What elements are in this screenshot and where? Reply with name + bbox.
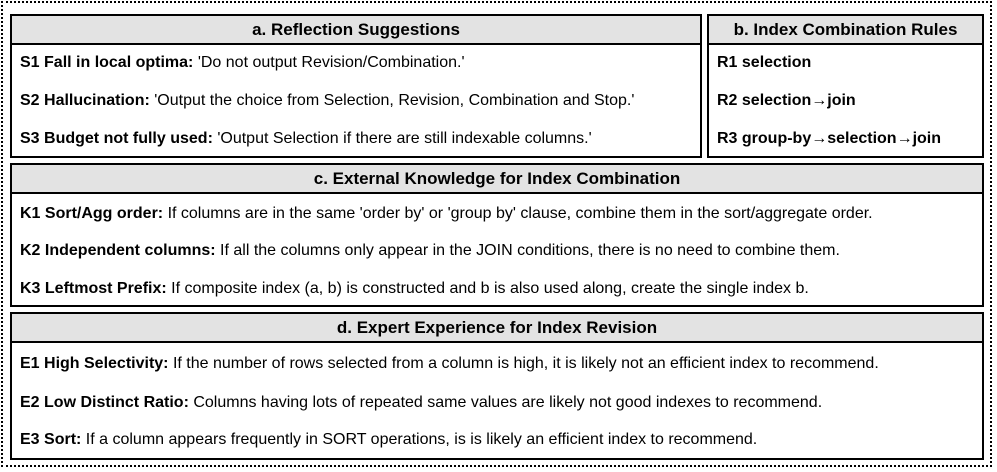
knowledge-k3-text: If composite index (a, b) is constructed and b is also used along, create the single index b.: [166, 280, 809, 297]
suggestion-s3-key: S3 Budget not fully used:: [20, 130, 213, 147]
index-combination-rules-title: b. Index Combination Rules: [709, 16, 982, 45]
rule-r2: R2 selection→join: [717, 92, 856, 109]
suggestion-s3-text: 'Output Selection if there are still indexable columns.': [212, 130, 592, 147]
knowledge-k2-text: If all the columns only appear in the JOIN conditions, there is no need to combine them.: [215, 242, 840, 259]
knowledge-k1-text: If columns are in the same 'order by' or 'group by' clause, combine them in the sort/aggregate order.: [163, 205, 873, 222]
knowledge-k2-key: K2 Independent columns:: [20, 242, 216, 259]
rule-r3: R3 group-by→selection→join: [717, 130, 942, 147]
suggestion-s1-text: 'Do not output Revision/Combination.': [193, 54, 465, 71]
experience-e3-text: If a column appears frequently in SORT operations, is is likely an efficient index to recommend.: [81, 431, 758, 448]
experience-e1: [20, 355, 879, 373]
experience-e1-key: E1 High Selectivity:: [20, 355, 169, 372]
reflection-suggestions-title: a. Reflection Suggestions: [12, 16, 700, 45]
knowledge-k2: [20, 242, 840, 260]
experience-e2: [20, 394, 822, 412]
experience-e3: [20, 431, 757, 449]
suggestion-s1: [20, 54, 465, 72]
experience-e2-text: Columns having lots of repeated same values are likely not good indexes to recommend.: [188, 394, 823, 411]
rule-r1: R1 selection: [717, 54, 812, 71]
knowledge-k3: [20, 280, 809, 298]
external-knowledge-title: c. External Knowledge for Index Combination: [12, 165, 982, 194]
external-knowledge-panel: [10, 163, 984, 307]
expert-experience-panel: [10, 312, 984, 460]
suggestion-s2-text: 'Output the choice from Selection, Revision, Combination and Stop.': [149, 92, 635, 109]
knowledge-k1: [20, 205, 873, 223]
knowledge-k1-key: K1 Sort/Agg order:: [20, 205, 164, 222]
suggestion-s2: [20, 92, 634, 110]
knowledge-k3-key: K3 Leftmost Prefix:: [20, 280, 167, 297]
reflection-suggestions-panel: [10, 14, 702, 158]
experience-e2-key: E2 Low Distinct Ratio:: [20, 394, 189, 411]
index-combination-rules-panel: [707, 14, 984, 158]
experience-e3-key: E3 Sort:: [20, 431, 82, 448]
expert-experience-title: d. Expert Experience for Index Revision: [12, 314, 982, 343]
suggestion-s2-key: S2 Hallucination:: [20, 92, 150, 109]
suggestion-s3: [20, 130, 592, 148]
suggestion-s1-key: S1 Fall in local optima:: [20, 54, 194, 71]
experience-e1-text: If the number of rows selected from a column is high, it is likely not an efficient index to recommend.: [168, 355, 879, 372]
